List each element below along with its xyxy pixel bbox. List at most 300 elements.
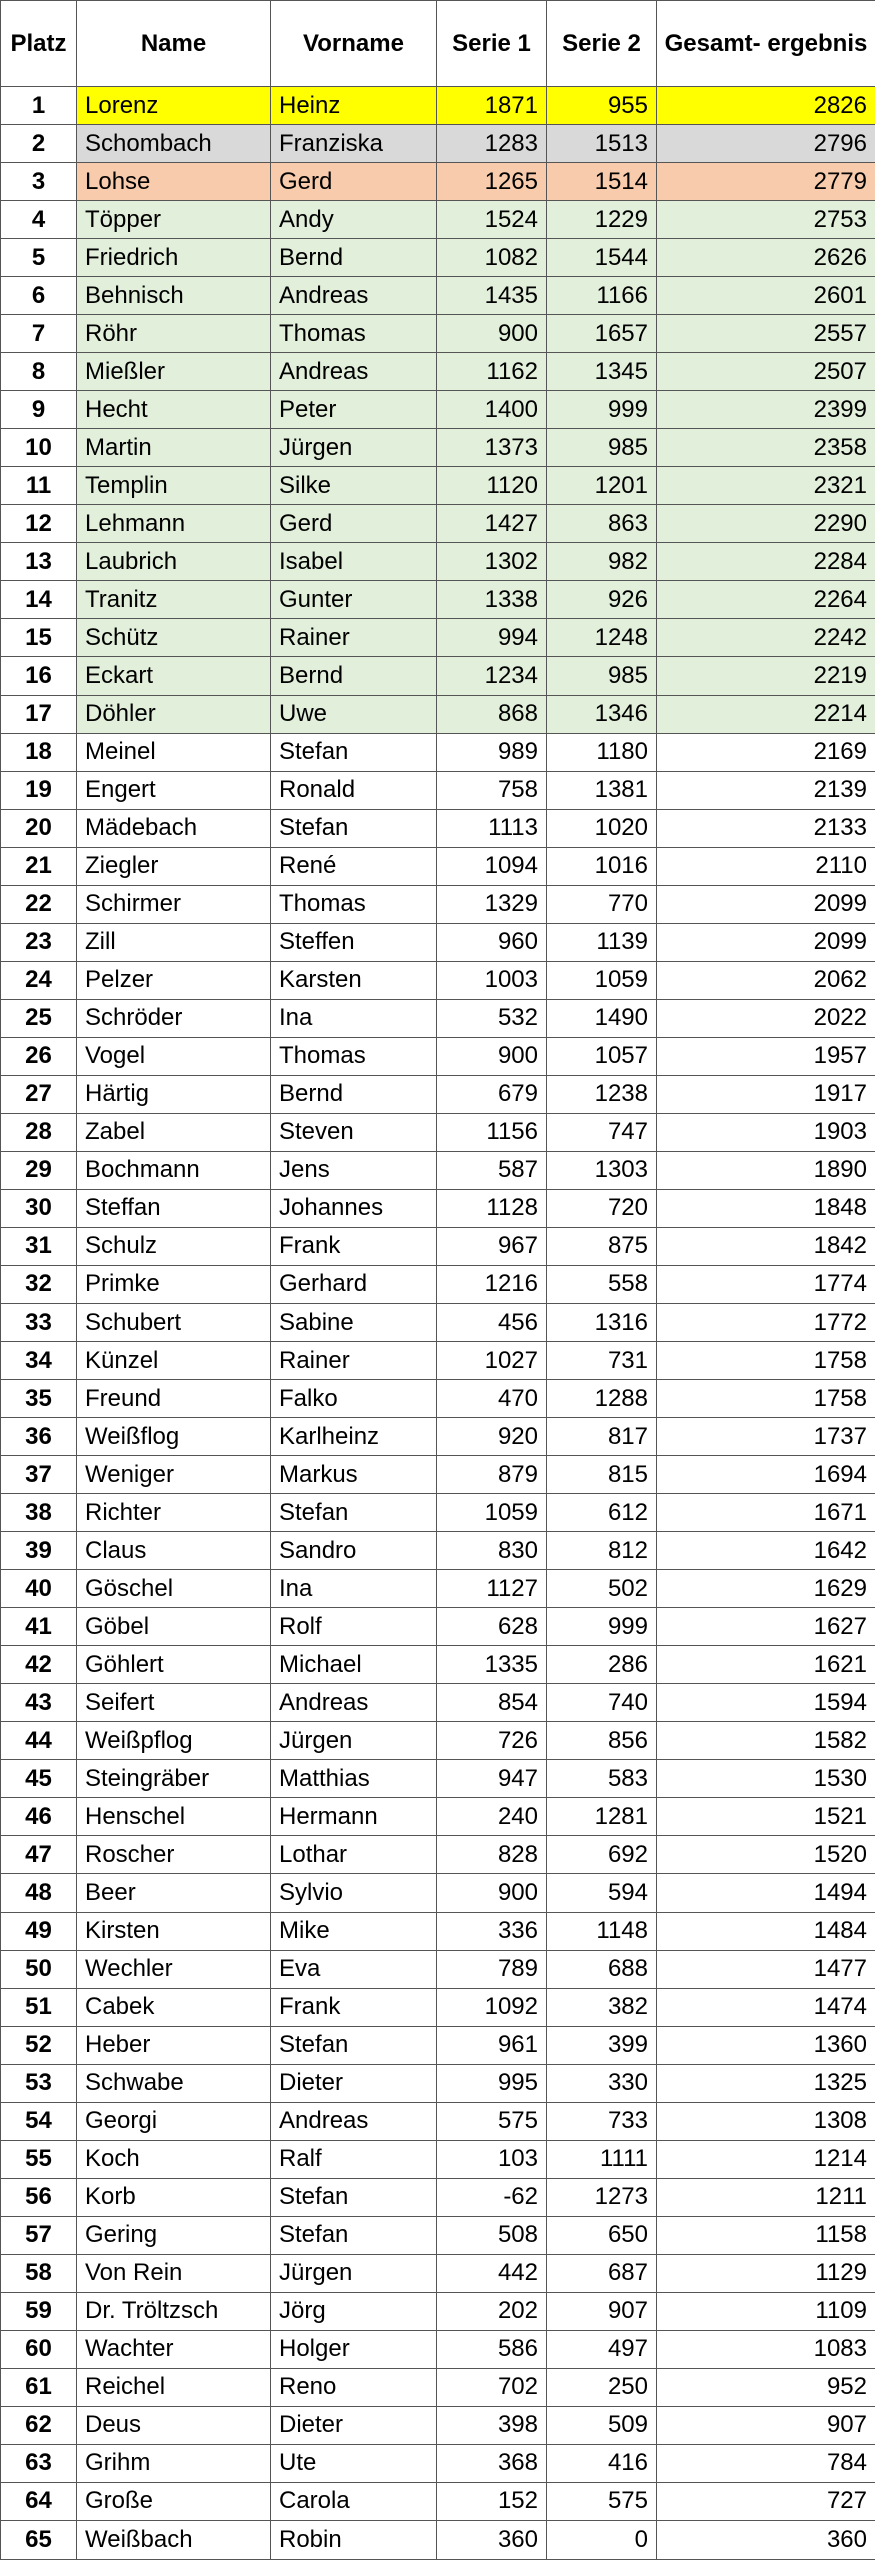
cell-name: Freund	[77, 1380, 271, 1418]
cell-platz: 46	[1, 1798, 77, 1836]
cell-gesamtergebnis: 1494	[657, 1874, 875, 1912]
table-row	[1, 1265, 875, 1303]
cell-serie-2: 1166	[547, 277, 657, 315]
cell-gesamtergebnis: 1917	[657, 1075, 875, 1113]
cell-gesamtergebnis: 1360	[657, 2026, 875, 2064]
cell-gesamtergebnis: 2099	[657, 885, 875, 923]
cell-serie-2: 1288	[547, 1380, 657, 1418]
cell-gesamtergebnis: 2601	[657, 277, 875, 315]
cell-gesamtergebnis: 2099	[657, 923, 875, 961]
table-row	[1, 2026, 875, 2064]
cell-platz: 49	[1, 1912, 77, 1950]
cell-platz: 3	[1, 163, 77, 201]
cell-gesamtergebnis: 952	[657, 2368, 875, 2406]
cell-platz: 42	[1, 1646, 77, 1684]
cell-serie-1: 360	[437, 2521, 547, 2560]
cell-vorname: Frank	[271, 1227, 437, 1265]
table-row	[1, 2482, 875, 2520]
cell-vorname: Gerd	[271, 505, 437, 543]
cell-vorname: Ute	[271, 2444, 437, 2482]
cell-gesamtergebnis: 1158	[657, 2216, 875, 2254]
cell-name: Schröder	[77, 999, 271, 1037]
cell-name: Wechler	[77, 1950, 271, 1988]
cell-vorname: Bernd	[271, 1075, 437, 1113]
cell-serie-2: 955	[547, 87, 657, 125]
table-body	[1, 87, 875, 2560]
cell-serie-2: 1281	[547, 1798, 657, 1836]
cell-platz: 1	[1, 87, 77, 125]
header-serie-1: Serie 1	[437, 1, 547, 87]
cell-gesamtergebnis: 2139	[657, 771, 875, 809]
cell-platz: 6	[1, 277, 77, 315]
table-row	[1, 1037, 875, 1075]
cell-name: Meinel	[77, 733, 271, 771]
table-row	[1, 923, 875, 961]
cell-name: Friedrich	[77, 239, 271, 277]
cell-vorname: Bernd	[271, 657, 437, 695]
cell-gesamtergebnis: 1694	[657, 1456, 875, 1494]
cell-vorname: Thomas	[271, 885, 437, 923]
cell-platz: 31	[1, 1227, 77, 1265]
cell-serie-1: 1871	[437, 87, 547, 125]
cell-serie-1: 995	[437, 2064, 547, 2102]
cell-serie-1: 1283	[437, 125, 547, 163]
cell-serie-1: 587	[437, 1151, 547, 1189]
cell-platz: 47	[1, 1836, 77, 1874]
cell-platz: 30	[1, 1189, 77, 1227]
table-row	[1, 619, 875, 657]
cell-serie-1: 1082	[437, 239, 547, 277]
cell-gesamtergebnis: 1594	[657, 1684, 875, 1722]
table-row	[1, 1494, 875, 1532]
cell-platz: 33	[1, 1304, 77, 1342]
cell-gesamtergebnis: 2022	[657, 999, 875, 1037]
table-row	[1, 1304, 875, 1342]
table-row	[1, 657, 875, 695]
cell-platz: 17	[1, 695, 77, 733]
cell-vorname: Dieter	[271, 2406, 437, 2444]
cell-gesamtergebnis: 1627	[657, 1608, 875, 1646]
cell-name: Beer	[77, 1874, 271, 1912]
cell-serie-1: 1338	[437, 581, 547, 619]
cell-name: Wachter	[77, 2330, 271, 2368]
cell-platz: 19	[1, 771, 77, 809]
cell-gesamtergebnis: 727	[657, 2482, 875, 2520]
cell-name: Lohse	[77, 163, 271, 201]
cell-gesamtergebnis: 1758	[657, 1380, 875, 1418]
cell-gesamtergebnis: 1890	[657, 1151, 875, 1189]
cell-vorname: Jürgen	[271, 1722, 437, 1760]
cell-serie-1: 1302	[437, 543, 547, 581]
cell-serie-2: 1057	[547, 1037, 657, 1075]
cell-serie-1: 679	[437, 1075, 547, 1113]
cell-serie-2: 817	[547, 1418, 657, 1456]
cell-serie-2: 416	[547, 2444, 657, 2482]
cell-name: Göschel	[77, 1570, 271, 1608]
cell-platz: 5	[1, 239, 77, 277]
cell-serie-2: 594	[547, 1874, 657, 1912]
cell-name: Grihm	[77, 2444, 271, 2482]
cell-serie-2: 733	[547, 2102, 657, 2140]
cell-serie-1: 789	[437, 1950, 547, 1988]
table-row	[1, 391, 875, 429]
table-row	[1, 2292, 875, 2330]
cell-vorname: Ralf	[271, 2140, 437, 2178]
cell-name: Schirmer	[77, 885, 271, 923]
cell-serie-2: 1201	[547, 467, 657, 505]
table-row	[1, 1418, 875, 1456]
cell-name: Gering	[77, 2216, 271, 2254]
cell-serie-1: 103	[437, 2140, 547, 2178]
cell-vorname: Karlheinz	[271, 1418, 437, 1456]
cell-platz: 51	[1, 1988, 77, 2026]
cell-platz: 44	[1, 1722, 77, 1760]
cell-vorname: Stefan	[271, 2178, 437, 2216]
cell-serie-2: 731	[547, 1342, 657, 1380]
cell-serie-2: 856	[547, 1722, 657, 1760]
cell-platz: 24	[1, 961, 77, 999]
table-row	[1, 809, 875, 847]
table-row	[1, 771, 875, 809]
cell-name: Martin	[77, 429, 271, 467]
cell-serie-2: 286	[547, 1646, 657, 1684]
cell-serie-2: 720	[547, 1189, 657, 1227]
table-row	[1, 125, 875, 163]
table-row	[1, 1380, 875, 1418]
cell-vorname: Matthias	[271, 1760, 437, 1798]
table-row	[1, 1151, 875, 1189]
cell-serie-1: 456	[437, 1304, 547, 1342]
cell-gesamtergebnis: 2264	[657, 581, 875, 619]
cell-platz: 22	[1, 885, 77, 923]
cell-gesamtergebnis: 2557	[657, 315, 875, 353]
cell-vorname: Isabel	[271, 543, 437, 581]
table-row	[1, 2521, 875, 2560]
cell-serie-1: 336	[437, 1912, 547, 1950]
cell-serie-2: 1514	[547, 163, 657, 201]
cell-platz: 62	[1, 2406, 77, 2444]
cell-serie-1: 628	[437, 1608, 547, 1646]
table-row	[1, 1760, 875, 1798]
cell-serie-2: 250	[547, 2368, 657, 2406]
table-row	[1, 2140, 875, 2178]
cell-serie-1: 726	[437, 1722, 547, 1760]
cell-platz: 57	[1, 2216, 77, 2254]
cell-vorname: Michael	[271, 1646, 437, 1684]
cell-serie-1: 1059	[437, 1494, 547, 1532]
cell-name: Weißflog	[77, 1418, 271, 1456]
table-row	[1, 1646, 875, 1684]
cell-name: Laubrich	[77, 543, 271, 581]
cell-vorname: Steffen	[271, 923, 437, 961]
table-row	[1, 467, 875, 505]
cell-platz: 16	[1, 657, 77, 695]
cell-platz: 35	[1, 1380, 77, 1418]
cell-platz: 8	[1, 353, 77, 391]
cell-vorname: Andreas	[271, 1684, 437, 1722]
cell-platz: 41	[1, 1608, 77, 1646]
table-row	[1, 543, 875, 581]
cell-serie-1: 1162	[437, 353, 547, 391]
cell-name: Zabel	[77, 1113, 271, 1151]
cell-name: Steingräber	[77, 1760, 271, 1798]
cell-gesamtergebnis: 1211	[657, 2178, 875, 2216]
cell-serie-2: 982	[547, 543, 657, 581]
table-row	[1, 163, 875, 201]
cell-serie-2: 692	[547, 1836, 657, 1874]
cell-gesamtergebnis: 2284	[657, 543, 875, 581]
cell-name: Claus	[77, 1532, 271, 1570]
cell-gesamtergebnis: 2062	[657, 961, 875, 999]
cell-serie-2: 575	[547, 2482, 657, 2520]
cell-vorname: Mike	[271, 1912, 437, 1950]
table-row	[1, 2178, 875, 2216]
cell-serie-1: 442	[437, 2254, 547, 2292]
cell-serie-1: 1120	[437, 467, 547, 505]
cell-vorname: Ronald	[271, 771, 437, 809]
cell-platz: 48	[1, 1874, 77, 1912]
header-platz: Platz	[1, 1, 77, 87]
cell-serie-1: 830	[437, 1532, 547, 1570]
table-row	[1, 2254, 875, 2292]
cell-serie-2: 985	[547, 429, 657, 467]
cell-gesamtergebnis: 2358	[657, 429, 875, 467]
cell-serie-2: 863	[547, 505, 657, 543]
table-row	[1, 1912, 875, 1950]
cell-name: Röhr	[77, 315, 271, 353]
cell-name: Reichel	[77, 2368, 271, 2406]
cell-vorname: Johannes	[271, 1189, 437, 1227]
cell-name: Von Rein	[77, 2254, 271, 2292]
cell-serie-2: 999	[547, 391, 657, 429]
cell-vorname: Silke	[271, 467, 437, 505]
cell-platz: 23	[1, 923, 77, 961]
cell-vorname: Stefan	[271, 2216, 437, 2254]
cell-serie-2: 1111	[547, 2140, 657, 2178]
cell-gesamtergebnis: 1772	[657, 1304, 875, 1342]
cell-vorname: Frank	[271, 1988, 437, 2026]
cell-serie-2: 1544	[547, 239, 657, 277]
cell-vorname: Bernd	[271, 239, 437, 277]
cell-serie-1: 1427	[437, 505, 547, 543]
cell-serie-1: 1092	[437, 1988, 547, 2026]
cell-serie-1: 1003	[437, 961, 547, 999]
cell-serie-2: 612	[547, 1494, 657, 1532]
cell-name: Lehmann	[77, 505, 271, 543]
cell-name: Deus	[77, 2406, 271, 2444]
table-row	[1, 2406, 875, 2444]
cell-gesamtergebnis: 1520	[657, 1836, 875, 1874]
cell-gesamtergebnis: 1848	[657, 1189, 875, 1227]
cell-name: Vogel	[77, 1037, 271, 1075]
cell-serie-2: 687	[547, 2254, 657, 2292]
cell-name: Töpper	[77, 201, 271, 239]
cell-name: Primke	[77, 1265, 271, 1303]
cell-platz: 39	[1, 1532, 77, 1570]
cell-gesamtergebnis: 1842	[657, 1227, 875, 1265]
cell-serie-1: 1265	[437, 163, 547, 201]
cell-serie-1: 398	[437, 2406, 547, 2444]
cell-name: Behnisch	[77, 277, 271, 315]
cell-gesamtergebnis: 1903	[657, 1113, 875, 1151]
cell-serie-2: 985	[547, 657, 657, 695]
cell-name: Weißpflog	[77, 1722, 271, 1760]
cell-vorname: Ina	[271, 999, 437, 1037]
cell-serie-2: 815	[547, 1456, 657, 1494]
cell-serie-2: 812	[547, 1532, 657, 1570]
cell-serie-2: 330	[547, 2064, 657, 2102]
table-row	[1, 885, 875, 923]
cell-serie-1: 532	[437, 999, 547, 1037]
cell-gesamtergebnis: 2242	[657, 619, 875, 657]
cell-name: Mädebach	[77, 809, 271, 847]
cell-serie-1: 879	[437, 1456, 547, 1494]
cell-platz: 34	[1, 1342, 77, 1380]
cell-vorname: Sandro	[271, 1532, 437, 1570]
cell-platz: 38	[1, 1494, 77, 1532]
header-serie-2: Serie 2	[547, 1, 657, 87]
cell-vorname: Stefan	[271, 733, 437, 771]
cell-vorname: Lothar	[271, 1836, 437, 1874]
table-row	[1, 733, 875, 771]
cell-serie-2: 558	[547, 1265, 657, 1303]
cell-serie-1: 575	[437, 2102, 547, 2140]
cell-vorname: Ina	[271, 1570, 437, 1608]
cell-serie-1: 947	[437, 1760, 547, 1798]
cell-serie-1: 702	[437, 2368, 547, 2406]
cell-serie-1: 1400	[437, 391, 547, 429]
cell-gesamtergebnis: 1642	[657, 1532, 875, 1570]
cell-platz: 18	[1, 733, 77, 771]
cell-serie-2: 1345	[547, 353, 657, 391]
cell-name: Ziegler	[77, 847, 271, 885]
cell-platz: 63	[1, 2444, 77, 2482]
cell-vorname: Hermann	[271, 1798, 437, 1836]
table-row	[1, 1836, 875, 1874]
cell-gesamtergebnis: 2399	[657, 391, 875, 429]
cell-name: Roscher	[77, 1836, 271, 1874]
cell-vorname: Thomas	[271, 1037, 437, 1075]
cell-platz: 65	[1, 2521, 77, 2560]
table-row	[1, 315, 875, 353]
cell-platz: 11	[1, 467, 77, 505]
cell-serie-1: 1156	[437, 1113, 547, 1151]
cell-serie-1: 1094	[437, 847, 547, 885]
cell-platz: 20	[1, 809, 77, 847]
cell-platz: 14	[1, 581, 77, 619]
cell-name: Göhlert	[77, 1646, 271, 1684]
cell-serie-2: 509	[547, 2406, 657, 2444]
cell-serie-1: 900	[437, 1874, 547, 1912]
cell-name: Templin	[77, 467, 271, 505]
cell-name: Tranitz	[77, 581, 271, 619]
cell-vorname: Andreas	[271, 277, 437, 315]
cell-vorname: Falko	[271, 1380, 437, 1418]
table-row	[1, 1189, 875, 1227]
cell-serie-1: 1524	[437, 201, 547, 239]
cell-platz: 37	[1, 1456, 77, 1494]
cell-vorname: Sylvio	[271, 1874, 437, 1912]
cell-platz: 10	[1, 429, 77, 467]
cell-gesamtergebnis: 2796	[657, 125, 875, 163]
cell-platz: 21	[1, 847, 77, 885]
cell-name: Zill	[77, 923, 271, 961]
cell-vorname: Stefan	[271, 1494, 437, 1532]
cell-gesamtergebnis: 2110	[657, 847, 875, 885]
cell-name: Dr. Tröltzsch	[77, 2292, 271, 2330]
header-name: Name	[77, 1, 271, 87]
cell-serie-2: 399	[547, 2026, 657, 2064]
cell-vorname: Carola	[271, 2482, 437, 2520]
cell-gesamtergebnis: 2219	[657, 657, 875, 695]
cell-serie-2: 875	[547, 1227, 657, 1265]
cell-serie-2: 926	[547, 581, 657, 619]
cell-platz: 53	[1, 2064, 77, 2102]
cell-serie-1: 1335	[437, 1646, 547, 1684]
cell-serie-1: 1234	[437, 657, 547, 695]
cell-serie-1: 1329	[437, 885, 547, 923]
cell-platz: 27	[1, 1075, 77, 1113]
cell-serie-2: 583	[547, 1760, 657, 1798]
cell-platz: 25	[1, 999, 77, 1037]
cell-serie-1: 828	[437, 1836, 547, 1874]
table-row	[1, 1532, 875, 1570]
cell-serie-1: 1373	[437, 429, 547, 467]
header-vorname: Vorname	[271, 1, 437, 87]
cell-serie-2: 1238	[547, 1075, 657, 1113]
table-row	[1, 1456, 875, 1494]
cell-serie-1: 1127	[437, 1570, 547, 1608]
cell-vorname: Eva	[271, 1950, 437, 1988]
cell-serie-1: 900	[437, 315, 547, 353]
cell-gesamtergebnis: 1671	[657, 1494, 875, 1532]
cell-serie-1: 758	[437, 771, 547, 809]
cell-serie-1: 1435	[437, 277, 547, 315]
cell-gesamtergebnis: 1214	[657, 2140, 875, 2178]
cell-name: Schwabe	[77, 2064, 271, 2102]
cell-platz: 29	[1, 1151, 77, 1189]
cell-gesamtergebnis: 2214	[657, 695, 875, 733]
cell-name: Seifert	[77, 1684, 271, 1722]
cell-gesamtergebnis: 1325	[657, 2064, 875, 2102]
cell-vorname: Robin	[271, 2521, 437, 2560]
table-row	[1, 201, 875, 239]
cell-gesamtergebnis: 1774	[657, 1265, 875, 1303]
cell-vorname: Stefan	[271, 809, 437, 847]
cell-name: Schubert	[77, 1304, 271, 1342]
table-row	[1, 2368, 875, 2406]
cell-name: Steffan	[77, 1189, 271, 1227]
cell-platz: 61	[1, 2368, 77, 2406]
cell-gesamtergebnis: 360	[657, 2521, 875, 2560]
cell-serie-1: 967	[437, 1227, 547, 1265]
cell-serie-2: 382	[547, 1988, 657, 2026]
table-row	[1, 505, 875, 543]
table-row	[1, 1798, 875, 1836]
cell-vorname: Gunter	[271, 581, 437, 619]
cell-name: Engert	[77, 771, 271, 809]
cell-gesamtergebnis: 1083	[657, 2330, 875, 2368]
cell-gesamtergebnis: 2133	[657, 809, 875, 847]
cell-name: Koch	[77, 2140, 271, 2178]
cell-vorname: Jens	[271, 1151, 437, 1189]
cell-serie-1: 868	[437, 695, 547, 733]
cell-vorname: Rainer	[271, 619, 437, 657]
cell-serie-1: 368	[437, 2444, 547, 2482]
cell-platz: 59	[1, 2292, 77, 2330]
cell-vorname: René	[271, 847, 437, 885]
table-row	[1, 999, 875, 1037]
